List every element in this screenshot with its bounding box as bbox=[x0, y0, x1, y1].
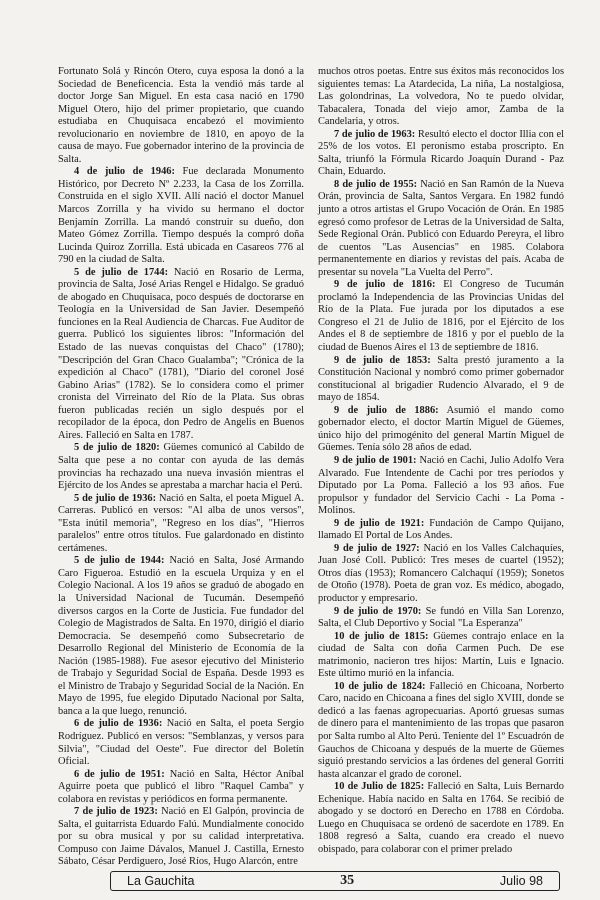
entry-date: 5 de julio de 1744: bbox=[74, 266, 169, 278]
chronology-entry bbox=[318, 179, 564, 279]
entry-date: 9 de julio de 1901: bbox=[334, 454, 417, 466]
entry-date: 7 de julio de 1923: bbox=[74, 806, 158, 818]
entry-text: Fortunato Solá y Rincón Otero, cuya esposa la donó a la Sociedad de Beneficencia. Esta la vendió más tarde al doctor Jorge San Miguel. En esta casa nació en 1790 Miguel Otero, hijo del primer propietario, que cuando estudiaba en Chuquisaca encabezó el movimiento revolucionario en noviembre de 1810, en apoyo de la causa de mayo. Fue gobernador interino de la provincia de Salta. bbox=[58, 66, 304, 165]
entry-date: 4 de julio de 1946: bbox=[74, 166, 175, 178]
entry-text: Nació en Cachi, Julio Adolfo Vera Alvarado. Fue Intendente de Cachi por tres períodos y Diputado por La Poma. Falleció a los 93 años. Fue propulsor y fundador del Servicio Cachi - La Poma - Molinos. bbox=[318, 454, 564, 517]
entry-date: 6 de julio de 1936: bbox=[74, 718, 163, 730]
chronology-entry bbox=[58, 493, 304, 556]
chronology-entry bbox=[58, 718, 304, 768]
entry-date: 5 de julio de 1944: bbox=[74, 555, 165, 567]
chronology-entry bbox=[318, 129, 564, 179]
entry-text: Nació en San Ramón de la Nueva Orán, provincia de Salta, Santos Vergara. En 1982 fundó junto a otros artistas el Grupo Vocación de Orán. En 1985 egresó como profesor de Letras de la Universidad de Salta, Sede Regional Orán. Publicó con Eduardo Pereyra, el libro de cuentos "Las Ausencias" en 1985. Colabora permanentemente en diarios y revistas del país. Acaba de presentar su novela "La Vuelta del Perro". bbox=[318, 178, 564, 278]
entry-text: Resultó electo el doctor Illia con el 25% de los votos. El peronismo estaba proscripto. En Salta, triunfó la Fórmula Ricardo Joaquín Durand - Paz Chain, Eduardo. bbox=[318, 128, 564, 178]
entry-text: Güemes comunicó al Cabildo de Salta que pese a no contar con ayuda de las demás provincias ha rechazado una nueva invasión mientras el Ejército de los Andes se aprestaba a marchar hacia el Perú. bbox=[58, 442, 304, 492]
entry-date: 10 de julio de 1815: bbox=[334, 630, 429, 642]
entry-text: Nació en los Valles Calchaquíes, Juan José Coll. Publicó: Tres meses de cuartel (1952); Otros días (1953); Romancero Calchaquí (1959); Sonetos de Otoño (1978). Poeta de gran voz. Es médico, abogado, productor y empresario. bbox=[318, 542, 564, 604]
entry-text: Nació en Salta, el poeta Sergio Rodríguez. Publicó en versos: "Semblanzas, y versos para Silvia", "Ciudad del Oeste". Fue director del Boletín Oficial. bbox=[58, 718, 304, 768]
chronology-entry bbox=[318, 781, 564, 856]
entry-text: Asumió el mando como gobernador electo, el doctor Martín Miguel de Güemes, único hijo del primogénito del general Martín Miguel de Güemes. Tenía sólo 28 años de edad. bbox=[318, 404, 564, 454]
entry-date: 9 de julio de 1816: bbox=[334, 279, 436, 291]
right-column bbox=[318, 66, 564, 856]
entry-date: 5 de julio de 1820: bbox=[74, 442, 160, 454]
entry-date: 9 de julio de 1921: bbox=[334, 517, 425, 529]
entry-text: muchos otros poetas. Entre sus éxitos más reconocidos los siguientes temas: La Atardecida, La niña, La nostalgiosa, Las golondrinas, La volvedora, No te puedo olvidar, Tabacalera, Tonada del viejo amor, Zamba de la Candelaria, y otros. bbox=[318, 66, 564, 128]
chronology-entry bbox=[318, 455, 564, 518]
entry-date: 8 de julio de 1955: bbox=[334, 178, 418, 190]
entry-date: 10 de Julio de 1825: bbox=[334, 781, 425, 793]
entry-text: El Congreso de Tucumán proclamó la Independencia de las Provincias Unidas del Río de la Plata. Fue jurada por los diputados a ese Congreso el 21 de Julio de 1816, por el Ejército de los Andes el 8 de septiembre de 1816 y por el pueblo de la ciudad de Buenos Aires el 13 de septiembre de 1816. bbox=[318, 279, 564, 354]
entry-text: Falleció en Chicoana, Norberto Caro, nacido en Chicoana a fines del siglo XVIII, donde se dedicó a las faenas agropecuarias. Aportó gruesas sumas de dinero para el mantenimiento de las tropas que pasaron por Salta rumbo al Alto Perú. Teniente del 1º Escuadrón de Gauchos de Chicoana y después de la muerte de Güemes siguió prestando servicios a las órdenes del general Gorriti hasta alcanzar el grado de coronel. bbox=[318, 680, 564, 780]
entry-text: Se fundó en Villa San Lorenzo, Salta, el Club Deportivo y Social "La Esperanza" bbox=[318, 605, 564, 630]
chronology-entry bbox=[318, 405, 564, 455]
entry-text: Fundación de Campo Quijano, llamado El Portal de Los Andes. bbox=[318, 517, 564, 542]
left-column bbox=[58, 66, 304, 868]
entry-text: Güemes contrajo enlace en la ciudad de Salta con doña Carmen Puch. De ese matrimonio, nacieron tres hijos: Martín, Luis e Ignacio. Este último murió en la infancia. bbox=[318, 630, 564, 680]
entry-date: 5 de julio de 1936: bbox=[74, 492, 157, 504]
entry-text: Falleció en Salta, Luis Bernardo Echenique. Había nacido en Salta en 1764. Se recibió de abogado y se doctoró en Derecho en 1788 en Córdoba. Luego en Chuquisaca se ordenó de sacerdote en 1789. En 1808 regresó a Salta, cuando era creado el nuevo obispado, para colaborar con el primer prelado bbox=[318, 781, 564, 855]
entry-date: 9 de julio de 1853: bbox=[334, 354, 431, 366]
chronology-entry bbox=[58, 555, 304, 718]
entry-text: Fue declarada Monumento Histórico, por Decreto Nº 2.233, la Casa de los Zorrilla. Construida en el siglo XVII. Allí nació el doctor Manuel Marcos Zorrilla y ha vivido su hermano el doctor Benjamín Zorrilla. La mandó construir su dueño, don Mateo Gómez Zorrilla. Tiempo después la compró doña Lucinda Quiroz Zorrilla. Está ubicada en Casareos 776 al 790 en la ciudad de Salta. bbox=[58, 166, 304, 266]
chronology-entry bbox=[58, 267, 304, 443]
page-footer bbox=[110, 871, 560, 891]
entry-date: 9 de julio de 1886: bbox=[334, 404, 439, 416]
entry-text: Nació en Salta, José Armando Caro Figueroa. Estudió en la escuela Urquiza y en el Colegio Nacional. A los 19 años se graduó de abogado en la Universidad Nacional de Tucumán. Desempeñó diversos cargos en la Corte de Justicia. Fue fundador del Colegio de Magistrados de Salta. En 1970, dirigió el diario Democracia. Se desempeñó como Subsecretario de Desarrollo Regional del Ministerio de Economía de la Nación (1985-1988). Fue asesor ejecutivo del Ministerio de Trabajo y Seguridad Social de España. Desde 1993 es el Ministro de Trabajo y Seguridad Social de la Nación. En Mayo de 1995, fue elegido Diputado Nacional por Salta, banca a la que luego, renunció. bbox=[58, 555, 304, 717]
entry-text: Nació en El Galpón, provincia de Salta, el guitarrista Eduardo Falú. Mundialmente conocido por su obra musical y por su calidad interpretativa. Compuso con Jaime Dávalos, Manuel J. Castilla, Ernesto Sábato, César Perdiguero, José Ríos, Hugo Alarcón, entre bbox=[58, 806, 304, 868]
chronology-entry bbox=[318, 631, 564, 681]
issue-date: Julio 98 bbox=[499, 874, 543, 888]
chronology-entry bbox=[318, 279, 564, 354]
continued-paragraph bbox=[318, 66, 564, 129]
chronology-entry bbox=[318, 543, 564, 606]
entry-date: 6 de julio de 1951: bbox=[74, 768, 165, 780]
continued-paragraph bbox=[58, 66, 304, 166]
publication-name: La Gauchita bbox=[127, 874, 195, 888]
chronology-entry bbox=[58, 442, 304, 492]
chronology-entry bbox=[318, 355, 564, 405]
entry-text: Nació en Rosario de Lerma, provincia de Salta, José Arias Rengel e Hidalgo. Se graduó de abogado en Chuquisaca, poco después de doctorarse en Teología en la Universidad de San Javier. Desempeñó funciones en la Real Audiencia de Charcas. Fue Auditor de guerra. Publicó los siguientes libros: "Información del Estado de las nuevas conquistas del Chaco" (1780); "Descripción del Gran Chaco Gualamba"; "Crónica de la expedición al Chaco" (1781), "Diario del coronel José Gabino Arias" (1782). Se lo considera como el primer cronista del Virreinato del Río de la Plata. Sus obras fueron publicadas recién un siglo después por el recopilador de la época, don Pedro de Angelis en Buenos Aires. Falleció en Salta en 1787. bbox=[58, 266, 304, 441]
article-body bbox=[58, 66, 564, 868]
chronology-entry bbox=[58, 806, 304, 869]
entry-date: 10 de julio de 1824: bbox=[334, 680, 426, 692]
chronology-entry bbox=[318, 518, 564, 543]
entry-date: 9 de julio de 1970: bbox=[334, 605, 422, 617]
page-number: 35 bbox=[340, 873, 355, 888]
chronology-entry bbox=[58, 769, 304, 807]
entry-text: Nació en Salta, el poeta Miguel A. Carreras. Publicó en versos: "Al alba de unos versos", "Esta inútil memoria", "Regreso en los días", "Hierros paralelos" entre otros títulos. Fue galardonado en distinto certámenes. bbox=[58, 492, 304, 554]
entry-date: 7 de julio de 1963: bbox=[334, 128, 416, 140]
entry-text: Salta prestó juramento a la Constitución Nacional y nombró como primer gobernador constitucional al brigadier Rudencio Alvarado, el 9 de mayo de 1854. bbox=[318, 354, 564, 404]
chronology-entry bbox=[318, 606, 564, 631]
chronology-entry bbox=[58, 166, 304, 266]
entry-text: Nació en Salta, Héctor Aníbal Aguirre poeta que publicó el libro "Raquel Camba" y colabora en revistas y periódicos en forma permanente. bbox=[58, 768, 304, 805]
chronology-entry bbox=[318, 681, 564, 781]
entry-date: 9 de julio de 1927: bbox=[334, 542, 420, 554]
